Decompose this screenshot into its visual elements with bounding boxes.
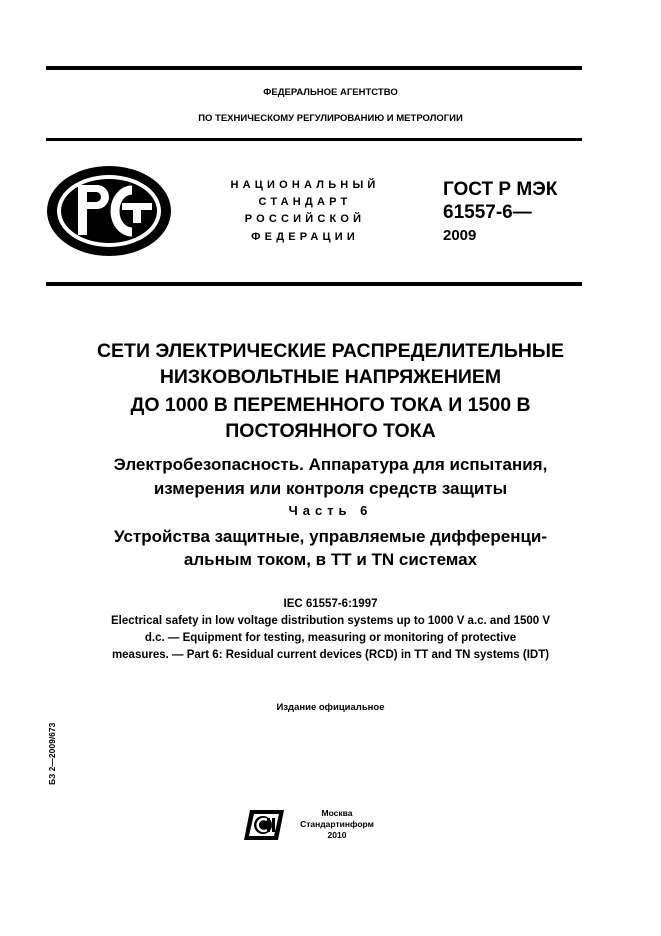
title-line-2: НИЗКОВОЛЬТНЫЕ НАПРЯЖЕНИЕМ: [159, 366, 502, 388]
designation-line-1: ГОСТ Р МЭК: [443, 179, 558, 200]
part-label: Часть 6: [288, 503, 373, 518]
english-title-line-2: d.c. — Equipment for testing, measuring or monitoring of protective: [144, 632, 517, 644]
publisher-year: 2010: [327, 830, 347, 840]
standartinform-logo-icon: [244, 810, 284, 840]
iec-reference: IEC 61557-6:1997: [283, 598, 378, 610]
side-code: БЗ 2—2009/673: [47, 722, 57, 785]
title-line-1: СЕТИ ЭЛЕКТРИЧЕСКИЕ РАСПРЕДЕЛИТЕЛЬНЫЕ: [96, 340, 565, 362]
subtitle-line-2: измерения или контроля средств защиты: [153, 479, 508, 498]
agency-line-2: ПО ТЕХНИЧЕСКОМУ РЕГУЛИРОВАНИЮ И МЕТРОЛОГИИ: [198, 113, 463, 124]
rst-certification-logo-icon: [44, 163, 174, 259]
english-title-line-3: measures. — Part 6: Residual current devices (RCD) in TT and TN systems (IDT): [111, 649, 550, 661]
title-line-3: ДО 1000 В ПЕРЕМЕННОГО ТОКА И 1500 В: [130, 394, 531, 416]
agency-line-1: ФЕДЕРАЛЬНОЕ АГЕНТСТВО: [263, 87, 398, 98]
subtitle-line-1: Электробезопасность. Аппаратура для испытания,: [113, 455, 548, 474]
english-title-line-1: Electrical safety in low voltage distribution systems up to 1000 V a.c. and 1500 V: [110, 615, 551, 627]
title-line-4: ПОСТОЯННОГО ТОКА: [225, 420, 436, 442]
part-title-line-1: Устройства защитные, управляемые дифференци-: [113, 527, 548, 546]
national-line-4: ФЕДЕРАЦИИ: [251, 231, 359, 243]
publisher-city: Москва: [321, 808, 353, 818]
national-line-2: СТАНДАРТ: [258, 196, 352, 208]
designation-rule: [46, 282, 582, 286]
designation-year: 2009: [443, 227, 477, 244]
edition-label: Издание официальное: [276, 702, 385, 713]
top-rule: [46, 66, 582, 70]
designation-line-2: 61557-6—: [443, 202, 532, 223]
national-line-3: РОССИЙСКОЙ: [244, 213, 366, 225]
publisher-name: Стандартинформ: [300, 819, 374, 829]
national-line-1: НАЦИОНАЛЬНЫЙ: [230, 179, 380, 191]
part-title-line-2: альным током, в TT и TN системах: [183, 550, 478, 569]
header-rule: [46, 138, 582, 141]
